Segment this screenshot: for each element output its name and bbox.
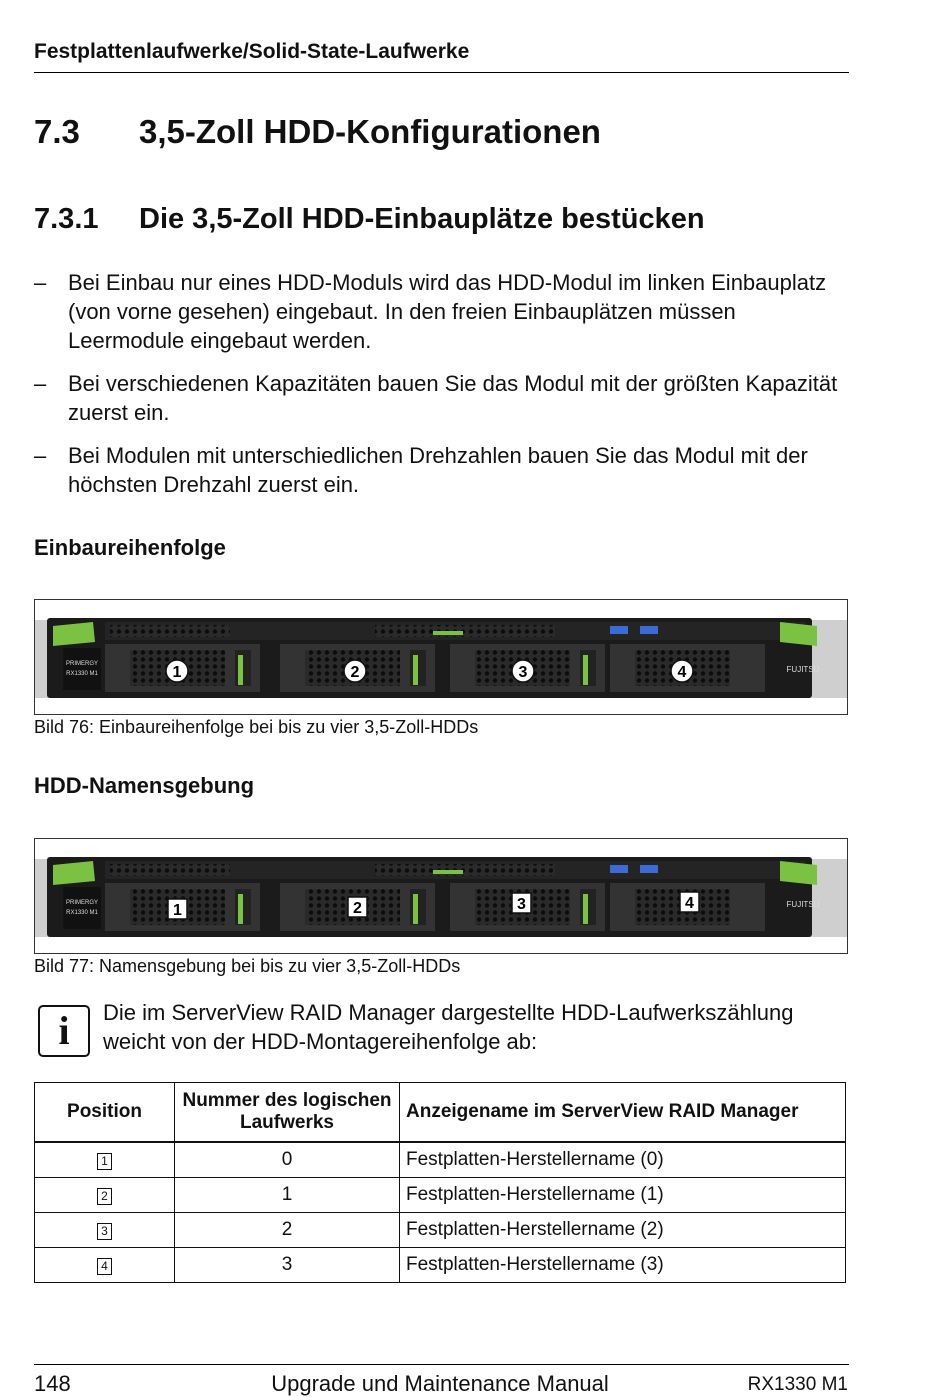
position-cell (35, 1213, 175, 1248)
logical-drive-cell: 3 (175, 1248, 400, 1283)
server-front-figure-install-order (34, 599, 848, 715)
svg-text:3: 3 (518, 664, 528, 681)
bullet-text: Bei verschiedenen Kapazitäten bauen Sie das Modul mit der größten Kapazität zuerst ein. (68, 371, 838, 425)
col-header-position: Position (35, 1083, 175, 1143)
bullet-item (34, 268, 849, 355)
figure1-caption: Bild 76: Einbaureihenfolge bei bis zu vier 3,5-Zoll-HDDs (34, 717, 479, 737)
footer-model: RX1330 M1 (747, 1374, 848, 1395)
bullet-text: Bei Modulen mit unterschiedlichen Drehzahlen bauen Sie das Modul mit der höchsten Drehzahl zuerst ein. (68, 443, 808, 497)
bullet-dash: – (34, 371, 47, 396)
order-marker-3 (512, 660, 534, 682)
model-line1: PRIMERGY (65, 900, 99, 906)
svg-text:2: 2 (353, 900, 362, 917)
brand-label: FUJITSU (786, 665, 820, 674)
info-note-text: Die im ServerView RAID Manager dargestellte HDD-Laufwerkszählung weicht von der HDD-Montagereihenfolge ab: (103, 1000, 794, 1054)
brand-label: FUJITSU (786, 900, 820, 909)
subsection-number: 7.3.1 (34, 203, 99, 235)
position-box: 1 (97, 1153, 112, 1170)
model-line2: RX1330 M1 (66, 671, 98, 677)
bullet-dash: – (34, 443, 47, 468)
bullet-item (34, 441, 849, 499)
position-cell (35, 1248, 175, 1283)
info-icon: i (38, 1005, 90, 1057)
svg-text:2: 2 (350, 664, 360, 681)
svg-text:1: 1 (173, 902, 182, 919)
order-marker-4 (671, 660, 693, 682)
section-title: 3,5-Zoll HDD-Konfigurationen (139, 113, 601, 150)
display-name-cell: Festplatten-Herstellername (2) (400, 1213, 846, 1248)
col-header-display-name: Anzeigename im ServerView RAID Manager (400, 1083, 846, 1143)
model-label (63, 648, 101, 690)
bullet-list (34, 268, 849, 513)
name-marker-3 (512, 893, 531, 913)
table-row (35, 1248, 846, 1283)
subsection-heading (34, 203, 705, 236)
model-label (63, 887, 101, 929)
display-name-cell: Festplatten-Herstellername (1) (400, 1178, 846, 1213)
table-row (35, 1213, 846, 1248)
figure2-caption: Bild 77: Namensgebung bei bis zu vier 3,5-Zoll-HDDs (34, 956, 461, 976)
table-row (35, 1142, 846, 1178)
model-line1: PRIMERGY (65, 661, 99, 667)
svg-text:3: 3 (517, 896, 526, 913)
table-header-row (35, 1083, 846, 1143)
order-marker-2 (344, 660, 366, 682)
position-cell (35, 1142, 175, 1178)
bullet-item (34, 369, 849, 427)
table-row (35, 1178, 846, 1213)
figure1-heading: Einbaureihenfolge (34, 535, 226, 560)
server-front-illustration (35, 600, 847, 714)
order-marker-1 (166, 660, 188, 682)
subsection-title: Die 3,5-Zoll HDD-Einbauplätze bestücken (139, 203, 705, 235)
header-rule (34, 72, 849, 73)
logical-drive-cell: 0 (175, 1142, 400, 1178)
server-front-illustration (35, 839, 847, 953)
svg-text:1: 1 (172, 664, 182, 681)
bullet-text: Bei Einbau nur eines HDD-Moduls wird das HDD-Modul im linken Einbauplatz (von vorne gesehen) eingebaut. In den freien Einbauplätzen müssen Leermodule eingebaut werden. (68, 270, 827, 353)
section-number: 7.3 (34, 113, 80, 150)
drive-mapping-table (34, 1082, 846, 1283)
section-heading (34, 113, 601, 151)
display-name-cell: Festplatten-Herstellername (3) (400, 1248, 846, 1283)
model-line2: RX1330 M1 (66, 910, 98, 916)
name-marker-2 (348, 897, 367, 917)
logical-drive-cell: 2 (175, 1213, 400, 1248)
svg-text:4: 4 (677, 664, 687, 681)
footer-title: Upgrade und Maintenance Manual (271, 1371, 609, 1396)
svg-text:4: 4 (685, 895, 694, 912)
position-cell (35, 1178, 175, 1213)
display-name-cell: Festplatten-Herstellername (0) (400, 1142, 846, 1178)
logical-drive-cell: 1 (175, 1178, 400, 1213)
position-box: 2 (97, 1188, 112, 1205)
position-box: 3 (97, 1223, 112, 1240)
col-header-logical-drive: Nummer des logischen Laufwerks (175, 1083, 400, 1143)
bullet-dash: – (34, 270, 47, 295)
figure2-heading: HDD-Namensgebung (34, 773, 255, 798)
name-marker-4 (680, 892, 699, 912)
running-header: Festplattenlaufwerke/Solid-State-Laufwerke (34, 40, 470, 63)
server-front-figure-naming (34, 838, 848, 954)
page-number: 148 (34, 1371, 71, 1396)
name-marker-1 (168, 899, 187, 919)
position-box: 4 (97, 1258, 112, 1275)
footer-rule (34, 1364, 849, 1365)
